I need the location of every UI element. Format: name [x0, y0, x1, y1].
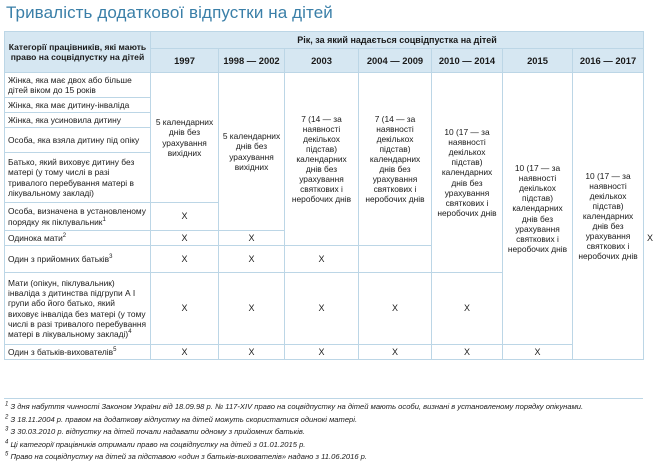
mark-cell: X — [432, 345, 503, 360]
leave-duration-table — [4, 31, 653, 360]
footnote — [5, 451, 645, 464]
year-header: 1998 — 2002 — [219, 49, 285, 73]
mark-cell: X — [219, 231, 285, 246]
footnote-text: Право на соцвідпустку на дітей за підставою «один з батьків-вихователів» надано з 11.06.2016 р. — [10, 452, 368, 462]
footnote-mark: 2 — [5, 414, 9, 421]
table-row: Одинока мати$^2$ X X X — [5, 231, 644, 246]
footnote — [5, 401, 645, 414]
mark-cell: X — [219, 273, 285, 345]
footnote-text: Ці категорії працівників отримали право на соцвідпустку на дітей з 01.01.2015 р. — [10, 439, 306, 449]
duration-cell: 10 (17 — за наявності декількох підстав) календарних днів без урахування святкових і неробочих днів — [432, 73, 503, 273]
footnote — [5, 439, 645, 452]
footnote — [5, 426, 645, 439]
mark-cell: X — [285, 246, 359, 273]
mark-cell: X — [219, 345, 285, 360]
footnotes-divider — [4, 398, 643, 399]
footnote-mark: 3 — [5, 426, 9, 433]
footnote-mark: 5 — [113, 347, 117, 354]
footnote-mark: 4 — [128, 329, 132, 336]
mark-cell: X — [219, 246, 285, 273]
footnote-mark: 1 — [5, 401, 9, 408]
category-cell: Жінка, яка має двох або більше дітей віком до 15 років — [5, 73, 151, 98]
footnote-text: З 18.11.2004 р. правом на додаткову відпустку на дітей можуть скористатися одинокі матері. — [10, 414, 358, 424]
mark-cell: X — [151, 246, 219, 273]
categories-header: Категорії працівників, які мають право на соцвідпустку на дітей — [5, 32, 151, 73]
category-cell: Батько, який виховує дитину без матері (у тому числі в разі тривалого перебування матері в лікувальному закладі) — [5, 153, 151, 203]
table-row — [5, 345, 644, 360]
category-cell: Жінка, яка усиновила дитину — [5, 113, 151, 128]
category-label: Одинока мати — [8, 232, 63, 243]
category-cell — [5, 273, 151, 345]
footnote-mark: 3 — [109, 254, 113, 261]
mark-cell: X — [359, 345, 432, 360]
footnote-mark: 2 — [62, 233, 67, 240]
mark-cell: X — [285, 273, 359, 345]
category-label: Один з прийомних батьків — [8, 253, 110, 264]
years-super-header: Рік, за який надається соцвідпустка на дітей — [151, 32, 644, 49]
mark-cell: X — [285, 345, 359, 360]
year-header: 2010 — 2014 — [432, 49, 503, 73]
category-cell — [5, 345, 151, 360]
footnote-mark: 4 — [5, 439, 9, 446]
duration-cell: 5 календарних днів без урахування вихідних — [151, 73, 219, 203]
duration-cell: 10 (17 — за наявності декількох підстав) календарних днів без урахування святкових і неробочих днів — [503, 73, 573, 345]
mark-cell: X — [151, 231, 219, 246]
category-label: Один з батьків-вихователів — [8, 346, 114, 357]
duration-cell: 7 (14 — за наявності декількох підстав) календарних днів без урахування святкових і неробочих днів — [359, 73, 432, 246]
page-title: Тривалість додаткової відпустки на дітей — [6, 3, 333, 22]
year-header: 2003 — [285, 49, 359, 73]
footnote-text: З дня набуття чинності Законом України від 18.09.98 р. № 117-XIV право на соцвідпустку на дітей мають особи, визнані в установленому порядку опікунами. — [10, 402, 584, 411]
table-row — [5, 73, 644, 98]
footnote-mark: 1 — [102, 216, 106, 223]
year-header: 2004 — 2009 — [359, 49, 432, 73]
footnote-text: З 30.03.2010 р. відпустку на дітей почали надавати одному з прийомних батьків. — [10, 427, 305, 437]
year-header: 1997 — [151, 49, 219, 73]
mark-cell: X — [151, 203, 219, 231]
footnote — [5, 414, 645, 427]
category-cell: Жінка, яка має дитину-інваліда — [5, 98, 151, 113]
mark-cell: X — [151, 345, 219, 360]
category-cell — [5, 246, 151, 273]
category-cell — [5, 203, 151, 231]
footnote-mark: 5 — [5, 451, 9, 458]
year-header: 2015 — [503, 49, 573, 73]
footnotes — [5, 401, 645, 464]
mark-cell: X — [432, 273, 503, 345]
mark-cell: X — [359, 273, 432, 345]
mark-cell: X — [503, 345, 573, 360]
category-cell: Особа, яка взяла дитину під опіку — [5, 128, 151, 153]
duration-cell: 10 (17 — за наявності декількох підстав) календарних днів без урахування святкових і неробочих днів — [573, 73, 644, 360]
category-label: Мати (опікун, піклувальник) інваліда з дитинства підгрупи А I групи або його батько, який виховує інваліда без матері (у тому числі в разі тривалого перебування матері в лікувальному закладі) — [8, 277, 147, 339]
duration-cell: 5 календарних днів без урахування вихідних — [219, 73, 285, 231]
duration-cell: 7 (14 — за наявності декількох підстав) календарних днів без урахування святкових і неробочих днів — [285, 73, 359, 246]
category-cell — [5, 231, 151, 246]
category-label: Особа, визначена в установленому порядку як піклувальник — [8, 206, 146, 227]
year-header: 2016 — 2017 — [573, 49, 644, 73]
mark-cell: X — [151, 273, 219, 345]
